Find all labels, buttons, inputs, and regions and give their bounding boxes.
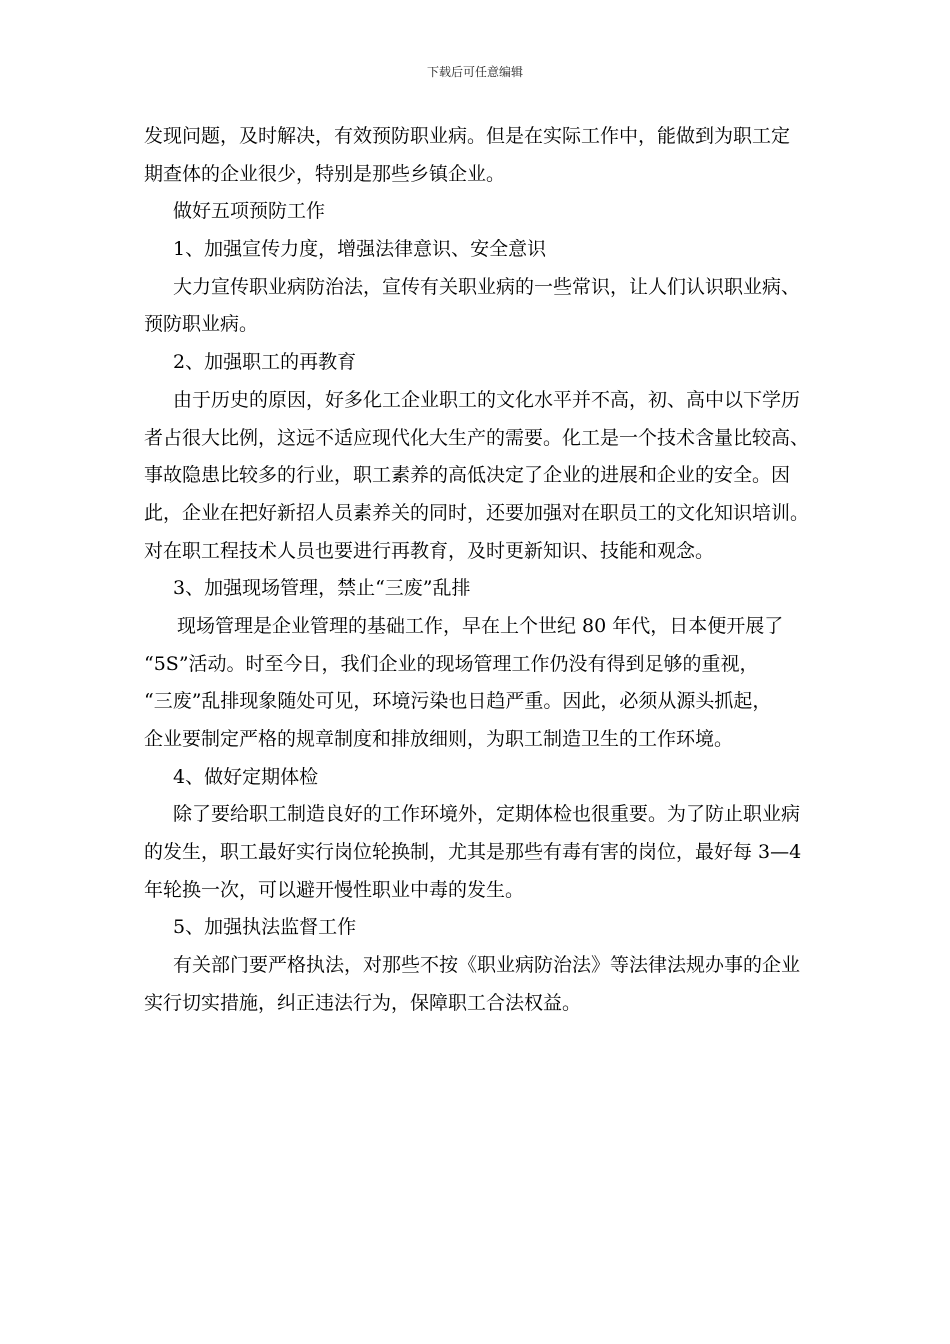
text-line: 1、加强宣传力度，增强法律意识、安全意识	[173, 238, 547, 261]
text-line: 4、做好定期体检	[173, 765, 319, 788]
text-line: 发现问题，及时解决，有效预防职业病。但是在实际工作中，能做到为职工定	[144, 125, 791, 147]
text-line: 预防职业病。	[144, 313, 259, 336]
text-line: 期查体的企业很少，特别是那些乡镇企业。	[144, 162, 506, 185]
text-line: “5S”活动。时至今日，我们企业的现场管理工作仍没有得到足够的重视，	[144, 652, 759, 675]
text-line: 大力宣传职业病防治法，宣传有关职业病的一些常识，让人们认识职业病、	[173, 275, 801, 298]
text-line: 事故隐患比较多的行业，职工素养的高低决定了企业的进展和企业的安全。因	[144, 464, 791, 487]
text-line: 5、加强执法监督工作	[173, 916, 357, 939]
text-line: 由于历史的原因，好多化工企业职工的文化水平并不高，初、高中以下学历	[173, 388, 801, 411]
text-line: 做好五项预防工作	[173, 200, 326, 223]
document-body	[144, 118, 824, 1023]
text-line: 实行切实措施，纠正违法行为，保障职工合法权益。	[144, 991, 582, 1014]
text-line: 此，企业在把好新招人员素养关的同时，还要加强对在职员工的文化知识培训。	[144, 501, 810, 524]
text-line: 有关部门要严格执法，对那些不按《职业病防治法》等法律法规办事的企业	[173, 954, 801, 977]
text-line: 除了要给职工制造良好的工作环境外，定期体检也很重要。为了防止职业病	[173, 803, 801, 826]
text-line: 的发生，职工最好实行岗位轮换制，尤其是那些有毒有害的岗位，最好每 3—4	[144, 841, 802, 864]
text-line: 企业要制定严格的规章制度和排放细则，为职工制造卫生的工作环境。	[144, 728, 734, 750]
text-line: 2、加强职工的再教育	[173, 351, 357, 374]
page-header: 下载后可任意编辑	[426, 65, 523, 79]
text-line: 者占很大比例，这远不适应现代化大生产的需要。化工是一个技术含量比较高、	[144, 426, 810, 449]
text-line: 现场管理是企业管理的基础工作，早在上个世纪 80 年代，日本便开展了	[177, 614, 784, 637]
text-line: “三废”乱排现象随处可见，环境污染也日趋严重。因此，必须从源头抓起，	[144, 690, 772, 713]
text-line: 3、加强现场管理，禁止“三废”乱排	[173, 577, 471, 600]
text-line: 对在职工程技术人员也要进行再教育，及时更新知识、技能和观念。	[144, 539, 715, 562]
text-line: 年轮换一次，可以避开慢性职业中毒的发生。	[144, 878, 525, 901]
